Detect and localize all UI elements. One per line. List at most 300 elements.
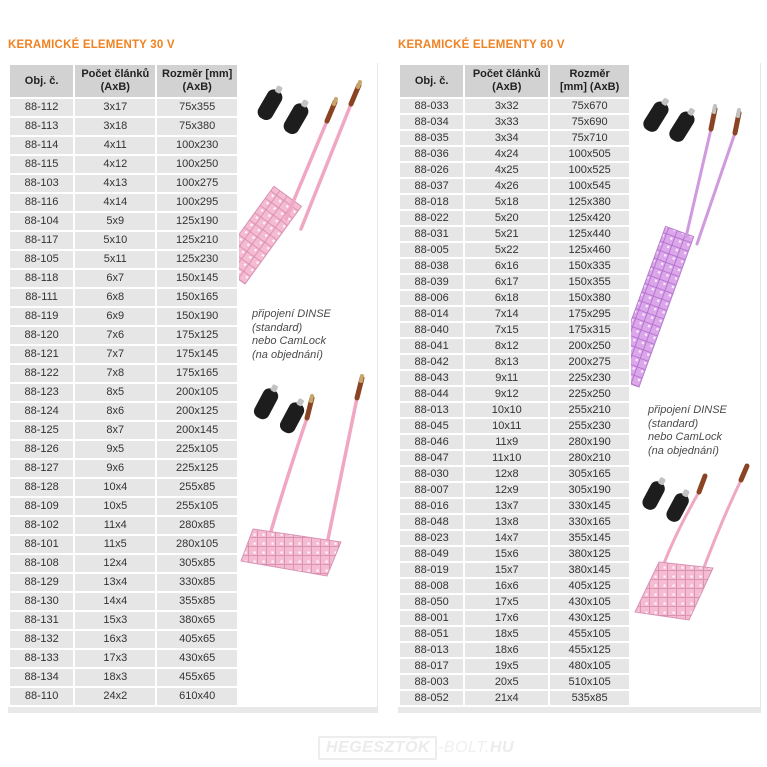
table-cell: 88-101	[10, 536, 73, 553]
table-row	[10, 99, 237, 116]
table-cell: 225x250	[550, 387, 629, 401]
table-cell: 6x16	[465, 259, 548, 273]
table-cell: 125x440	[550, 227, 629, 241]
table-cell: 6x8	[75, 289, 155, 306]
table-cell: 305x85	[157, 555, 237, 572]
table-cell: 14x4	[75, 593, 155, 610]
table-cell: 4x24	[465, 147, 548, 161]
table-cell: 13x4	[75, 574, 155, 591]
table-cell: 6x17	[465, 275, 548, 289]
table-row	[400, 195, 629, 209]
table-cell: 20x5	[465, 675, 548, 689]
table-cell: 88-013	[400, 403, 463, 417]
table-cell: 88-044	[400, 387, 463, 401]
table-row	[10, 251, 237, 268]
table-row	[10, 156, 237, 173]
table-row	[400, 163, 629, 177]
table-cell: 380x65	[157, 612, 237, 629]
table-row	[400, 371, 629, 385]
table-cell: 150x145	[157, 270, 237, 287]
table-cell: 88-046	[400, 435, 463, 449]
watermark-tld-text: HU	[489, 739, 515, 756]
product-photo-narrow-strip-element-icon	[239, 69, 377, 305]
table-cell: 100x275	[157, 175, 237, 192]
table-cell: 17x5	[465, 595, 548, 609]
table-cell: 330x145	[550, 499, 629, 513]
dinse-connector-icon	[251, 381, 282, 421]
table-cell: 5x9	[75, 213, 155, 230]
image-column-30v	[239, 63, 377, 707]
table-cell: 255x230	[550, 419, 629, 433]
table-cell: 88-052	[400, 691, 463, 705]
table-cell: 11x10	[465, 451, 548, 465]
column-header: Rozměr [mm] (AxB)	[157, 65, 237, 97]
watermark-mid-text: -BOLT.	[438, 739, 490, 756]
table-cell: 18x6	[465, 643, 548, 657]
table-cell: 175x295	[550, 307, 629, 321]
table-cell: 88-128	[10, 479, 73, 496]
table-cell: 510x105	[550, 675, 629, 689]
table-cell: 88-022	[400, 211, 463, 225]
dinse-connector-icon	[664, 486, 694, 524]
table-cell: 88-117	[10, 232, 73, 249]
table-cell: 280x85	[157, 517, 237, 534]
table-row	[400, 211, 629, 225]
table-cell: 88-125	[10, 422, 73, 439]
table-cell: 88-049	[400, 547, 463, 561]
table-row	[400, 291, 629, 305]
table-cell: 88-041	[400, 339, 463, 353]
table-cell: 9x6	[75, 460, 155, 477]
table-row	[400, 595, 629, 609]
table-cell: 88-014	[400, 307, 463, 321]
table-cell: 8x7	[75, 422, 155, 439]
column-header: Rozměr [mm] (AxB)	[550, 65, 629, 97]
table-cell: 88-124	[10, 403, 73, 420]
table-row	[10, 460, 237, 477]
table-cell: 255x85	[157, 479, 237, 496]
table-cell: 9x5	[75, 441, 155, 458]
table-row	[400, 99, 629, 113]
table-cell: 200x105	[157, 384, 237, 401]
table-cell: 7x14	[465, 307, 548, 321]
table-cell: 88-045	[400, 419, 463, 433]
table-cell: 88-131	[10, 612, 73, 629]
table-cell: 455x105	[550, 627, 629, 641]
table-row	[10, 631, 237, 648]
table-cell: 88-039	[400, 275, 463, 289]
product-photo-long-strip-element-icon	[631, 69, 760, 401]
table-row	[400, 259, 629, 273]
table-cell: 75x690	[550, 115, 629, 129]
table-cell: 17x6	[465, 611, 548, 625]
table-cell: 200x250	[550, 339, 629, 353]
table-row	[400, 659, 629, 673]
table-cell: 150x190	[157, 308, 237, 325]
table-cell: 17x3	[75, 650, 155, 667]
table-cell: 4x11	[75, 137, 155, 154]
table-cell: 16x6	[465, 579, 548, 593]
table-cell: 305x190	[550, 483, 629, 497]
table-row	[10, 517, 237, 534]
table-cell: 15x6	[465, 547, 548, 561]
table-cell: 4x26	[465, 179, 548, 193]
table-cell: 88-110	[10, 688, 73, 705]
table-row	[10, 479, 237, 496]
table-cell: 88-132	[10, 631, 73, 648]
table-cell: 88-113	[10, 118, 73, 135]
table-cell: 100x525	[550, 163, 629, 177]
table-row	[10, 498, 237, 515]
table-cell: 88-036	[400, 147, 463, 161]
table-cell: 75x355	[157, 99, 237, 116]
table-row	[400, 579, 629, 593]
table-cell: 10x5	[75, 498, 155, 515]
table-cell: 5x20	[465, 211, 548, 225]
table-cell: 255x105	[157, 498, 237, 515]
table-cell: 4x25	[465, 163, 548, 177]
panel-60v	[398, 63, 761, 713]
table-cell: 88-122	[10, 365, 73, 382]
table-cell: 150x380	[550, 291, 629, 305]
table-cell: 75x380	[157, 118, 237, 135]
table-cell: 225x125	[157, 460, 237, 477]
table-cell: 88-042	[400, 355, 463, 369]
table-row	[400, 355, 629, 369]
table-cell: 19x5	[465, 659, 548, 673]
table-row	[400, 611, 629, 625]
product-photo-wide-mat-element-icon	[239, 366, 377, 606]
table-row	[400, 403, 629, 417]
table-cell: 255x210	[550, 403, 629, 417]
table-row	[400, 115, 629, 129]
section-elements-30v	[8, 38, 378, 713]
table-cell: 125x380	[550, 195, 629, 209]
table-cell: 88-031	[400, 227, 463, 241]
table-cell: 10x11	[465, 419, 548, 433]
table-row	[10, 593, 237, 610]
table-cell: 7x15	[465, 323, 548, 337]
table-cell: 16x3	[75, 631, 155, 648]
table-cell: 3x18	[75, 118, 155, 135]
table-cell: 4x12	[75, 156, 155, 173]
table-cell: 535x85	[550, 691, 629, 705]
table-row	[400, 643, 629, 657]
table-row	[10, 365, 237, 382]
table-cell: 175x145	[157, 346, 237, 363]
table-cell: 7x6	[75, 327, 155, 344]
table-cell: 330x165	[550, 515, 629, 529]
table-cell: 88-051	[400, 627, 463, 641]
table-cell: 7x7	[75, 346, 155, 363]
table-cell: 12x8	[465, 467, 548, 481]
table-cell: 88-023	[400, 531, 463, 545]
table-cell: 88-013	[400, 643, 463, 657]
table-cell: 88-050	[400, 595, 463, 609]
table-cell: 88-043	[400, 371, 463, 385]
table-cell: 430x105	[550, 595, 629, 609]
table-cell: 88-119	[10, 308, 73, 325]
table-cell: 5x11	[75, 251, 155, 268]
section-title-60v: KERAMICKÉ ELEMENTY 60 V	[398, 39, 565, 51]
table-cell: 88-103	[10, 175, 73, 192]
table-row	[400, 563, 629, 577]
table-cell: 88-116	[10, 194, 73, 211]
table-row	[400, 627, 629, 641]
table-cell: 18x3	[75, 669, 155, 686]
table-cell: 88-118	[10, 270, 73, 287]
table-cell: 150x165	[157, 289, 237, 306]
table-cell: 125x210	[157, 232, 237, 249]
table-cell: 280x105	[157, 536, 237, 553]
table-cell: 455x65	[157, 669, 237, 686]
table-cell: 100x250	[157, 156, 237, 173]
table-row	[400, 515, 629, 529]
table-row	[10, 270, 237, 287]
table-cell: 4x14	[75, 194, 155, 211]
table-cell: 88-104	[10, 213, 73, 230]
table-row	[10, 669, 237, 686]
table-cell: 175x125	[157, 327, 237, 344]
table-row	[10, 422, 237, 439]
product-photo-wide-mat-element-icon	[631, 462, 760, 684]
table-row	[400, 531, 629, 545]
dinse-connector-icon	[281, 97, 313, 137]
table-cell: 175x315	[550, 323, 629, 337]
table-cell: 24x2	[75, 688, 155, 705]
table-cell: 3x34	[465, 131, 548, 145]
table-row	[10, 688, 237, 705]
table-cell: 100x295	[157, 194, 237, 211]
table-cell: 200x275	[550, 355, 629, 369]
table-cell: 280x190	[550, 435, 629, 449]
table-cell: 18x5	[465, 627, 548, 641]
table-cell: 150x355	[550, 275, 629, 289]
table-row	[10, 213, 237, 230]
table-cell: 305x165	[550, 467, 629, 481]
table-row	[400, 275, 629, 289]
table-cell: 200x145	[157, 422, 237, 439]
table-row	[10, 118, 237, 135]
table-cell: 88-129	[10, 574, 73, 591]
table-row	[10, 441, 237, 458]
table-row	[10, 327, 237, 344]
table-cell: 88-109	[10, 498, 73, 515]
table-row	[400, 227, 629, 241]
table-cell: 12x4	[75, 555, 155, 572]
header-row	[400, 65, 629, 97]
table-cell: 88-047	[400, 451, 463, 465]
table-cell: 88-112	[10, 99, 73, 116]
table-cell: 100x505	[550, 147, 629, 161]
table-row	[400, 467, 629, 481]
table-row	[400, 675, 629, 689]
table-cell: 88-033	[400, 99, 463, 113]
table-cell: 14x7	[465, 531, 548, 545]
table-cell: 88-040	[400, 323, 463, 337]
dinse-connector-icon	[667, 105, 700, 145]
table-cell: 5x21	[465, 227, 548, 241]
table-cell: 10x10	[465, 403, 548, 417]
table-row	[400, 131, 629, 145]
table-cell: 380x125	[550, 547, 629, 561]
table-row	[10, 175, 237, 192]
table-row	[10, 574, 237, 591]
table-row	[400, 387, 629, 401]
table-cell: 200x125	[157, 403, 237, 420]
table-row	[400, 323, 629, 337]
table-cell: 88-037	[400, 179, 463, 193]
dinse-connector-icon	[641, 95, 674, 135]
table-cell: 88-127	[10, 460, 73, 477]
table-cell: 88-003	[400, 675, 463, 689]
table-cell: 11x5	[75, 536, 155, 553]
table-cell: 9x11	[465, 371, 548, 385]
table-cell: 7x8	[75, 365, 155, 382]
table-row	[400, 307, 629, 321]
table-cell: 150x335	[550, 259, 629, 273]
elements-table-30v	[8, 63, 239, 707]
image-column-60v	[631, 63, 760, 707]
elements-table-60v	[398, 63, 631, 707]
table-cell: 88-005	[400, 243, 463, 257]
table-cell: 13x8	[465, 515, 548, 529]
table-row	[400, 483, 629, 497]
table-row	[400, 499, 629, 513]
table-cell: 88-034	[400, 115, 463, 129]
table-row	[10, 650, 237, 667]
table-row	[10, 403, 237, 420]
table-cell: 6x7	[75, 270, 155, 287]
table-cell: 88-006	[400, 291, 463, 305]
table-row	[400, 243, 629, 257]
table-cell: 430x125	[550, 611, 629, 625]
table-cell: 4x13	[75, 175, 155, 192]
column-header: Obj. č.	[10, 65, 73, 97]
column-header: Počet článků (AxB)	[465, 65, 548, 97]
section-elements-60v	[398, 38, 761, 713]
table-cell: 405x65	[157, 631, 237, 648]
table-cell: 405x125	[550, 579, 629, 593]
table-cell: 88-026	[400, 163, 463, 177]
table-cell: 15x7	[465, 563, 548, 577]
table-cell: 88-115	[10, 156, 73, 173]
table-cell: 88-102	[10, 517, 73, 534]
table-row	[10, 612, 237, 629]
table-row	[10, 384, 237, 401]
table-cell: 88-008	[400, 579, 463, 593]
table-cell: 8x5	[75, 384, 155, 401]
table-row	[400, 435, 629, 449]
table-cell: 88-017	[400, 659, 463, 673]
table-cell: 88-111	[10, 289, 73, 306]
table-cell: 175x165	[157, 365, 237, 382]
table-cell: 9x12	[465, 387, 548, 401]
table-row	[10, 289, 237, 306]
table-cell: 480x105	[550, 659, 629, 673]
table-row	[10, 346, 237, 363]
table-cell: 6x9	[75, 308, 155, 325]
table-cell: 380x145	[550, 563, 629, 577]
table-cell: 430x65	[157, 650, 237, 667]
table-cell: 15x3	[75, 612, 155, 629]
table-cell: 280x210	[550, 451, 629, 465]
table-cell: 88-105	[10, 251, 73, 268]
table-cell: 13x7	[465, 499, 548, 513]
table-cell: 75x710	[550, 131, 629, 145]
table-cell: 10x4	[75, 479, 155, 496]
table-cell: 88-048	[400, 515, 463, 529]
table-cell: 88-019	[400, 563, 463, 577]
table-cell: 88-114	[10, 137, 73, 154]
table-cell: 11x9	[465, 435, 548, 449]
column-header: Obj. č.	[400, 65, 463, 97]
table-cell: 8x13	[465, 355, 548, 369]
column-header: Počet článků (AxB)	[75, 65, 155, 97]
table-cell: 75x670	[550, 99, 629, 113]
table-cell: 88-018	[400, 195, 463, 209]
table-cell: 11x4	[75, 517, 155, 534]
table-cell: 3x33	[465, 115, 548, 129]
dinse-connector-icon	[255, 83, 287, 123]
table-row	[400, 147, 629, 161]
watermark-box-text: HEGESZTŐK	[318, 736, 437, 760]
table-cell: 125x230	[157, 251, 237, 268]
table-cell: 100x230	[157, 137, 237, 154]
connection-note-60v: připojení DINSE (standard) nebo CamLock (na objednání)	[648, 404, 727, 457]
table-cell: 8x6	[75, 403, 155, 420]
table-cell: 88-133	[10, 650, 73, 667]
table-cell: 100x545	[550, 179, 629, 193]
table-cell: 610x40	[157, 688, 237, 705]
table-cell: 125x420	[550, 211, 629, 225]
table-cell: 5x18	[465, 195, 548, 209]
table-cell: 355x85	[157, 593, 237, 610]
table-cell: 88-016	[400, 499, 463, 513]
table-cell: 3x32	[465, 99, 548, 113]
table-cell: 330x85	[157, 574, 237, 591]
table-cell: 88-120	[10, 327, 73, 344]
table-row	[10, 232, 237, 249]
table-cell: 3x17	[75, 99, 155, 116]
header-row	[10, 65, 237, 97]
table-cell: 125x190	[157, 213, 237, 230]
table-cell: 125x460	[550, 243, 629, 257]
table-cell: 8x12	[465, 339, 548, 353]
connection-note-30v: připojení DINSE (standard) nebo CamLock (na objednání)	[252, 308, 331, 361]
table-cell: 88-030	[400, 467, 463, 481]
table-row	[400, 419, 629, 433]
table-cell: 225x105	[157, 441, 237, 458]
table-cell: 12x9	[465, 483, 548, 497]
table-cell: 21x4	[465, 691, 548, 705]
table-row	[400, 547, 629, 561]
table-row	[400, 339, 629, 353]
table-cell: 355x145	[550, 531, 629, 545]
table-cell: 88-121	[10, 346, 73, 363]
section-title-30v: KERAMICKÉ ELEMENTY 30 V	[8, 39, 175, 51]
table-cell: 5x22	[465, 243, 548, 257]
table-cell: 88-001	[400, 611, 463, 625]
table-row	[400, 179, 629, 193]
table-cell: 5x10	[75, 232, 155, 249]
table-row	[10, 555, 237, 572]
dinse-connector-icon	[640, 474, 670, 512]
table-row	[10, 137, 237, 154]
table-cell: 88-134	[10, 669, 73, 686]
table-cell: 88-035	[400, 131, 463, 145]
table-cell: 88-123	[10, 384, 73, 401]
